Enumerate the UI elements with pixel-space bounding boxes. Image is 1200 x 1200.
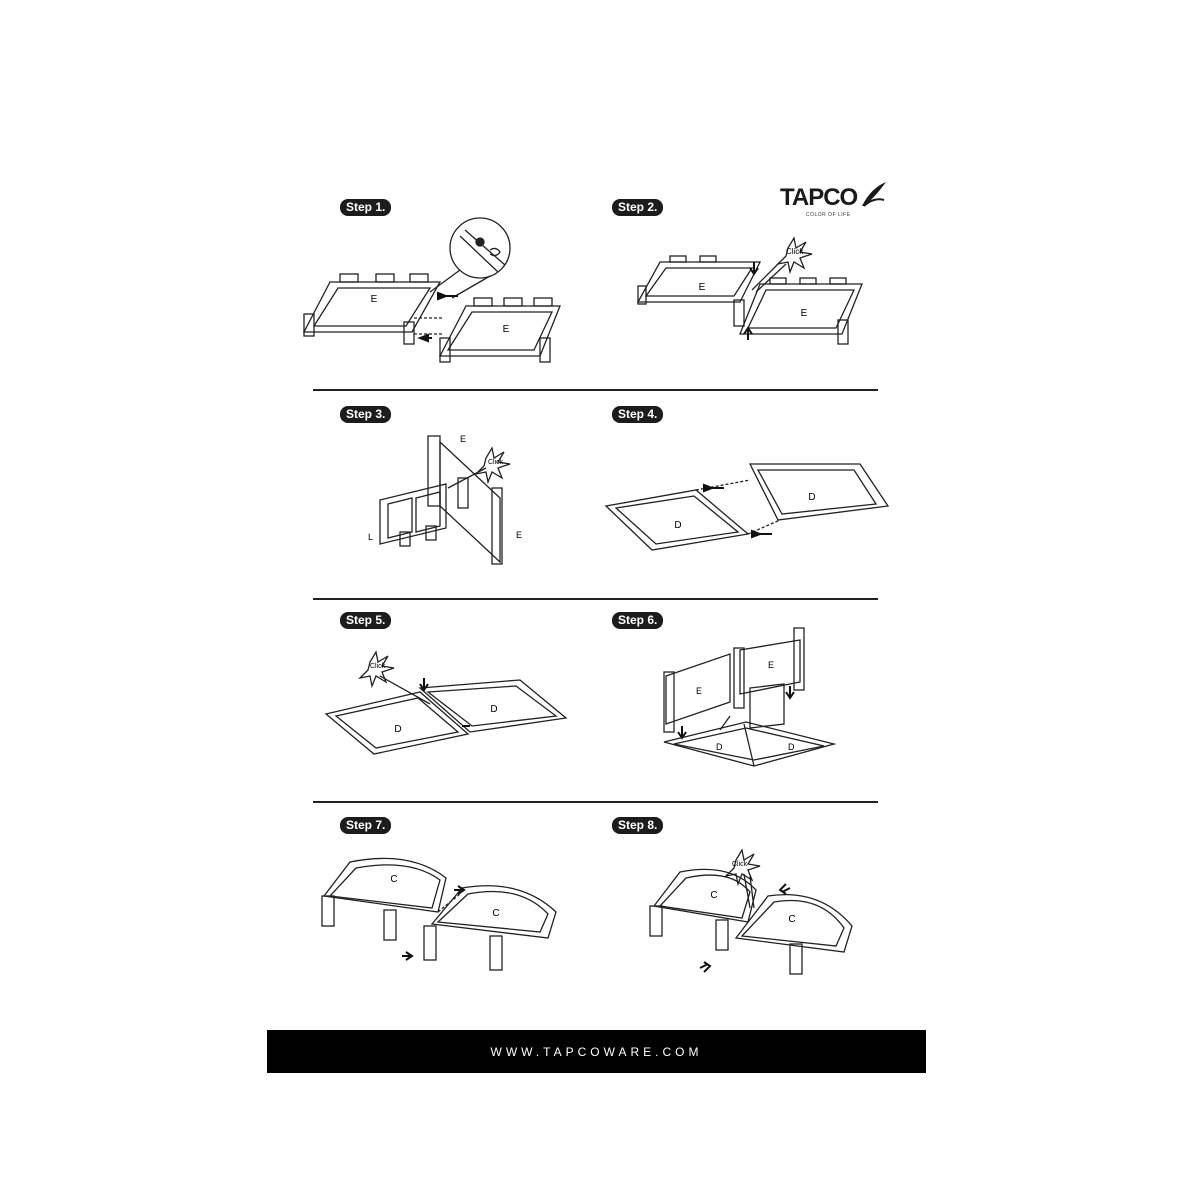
step-1-label: Step 1. — [340, 199, 391, 216]
click-callout: Click — [732, 861, 748, 868]
row-divider — [313, 598, 878, 600]
row-divider — [313, 801, 878, 803]
website-link[interactable]: WWW.TAPCOWARE.COM — [490, 1044, 703, 1059]
part-label: D — [716, 742, 723, 752]
step-6-illustration — [660, 626, 840, 786]
step-7-illustration — [310, 852, 570, 970]
part-label: E — [370, 294, 378, 305]
part-label: C — [492, 908, 500, 919]
step-1-illustration — [300, 210, 590, 375]
step-4-illustration — [600, 458, 890, 568]
step-7-label: Step 7. — [340, 817, 391, 834]
part-label: L — [368, 532, 374, 542]
part-label: C — [710, 890, 718, 901]
click-callout: Click — [488, 459, 504, 466]
row-divider — [313, 389, 878, 391]
part-label: C — [788, 914, 796, 925]
click-callout: Click — [786, 247, 804, 256]
part-label: E — [800, 308, 808, 319]
step-2-label: Step 2. — [612, 199, 663, 216]
logo-wordmark: TAPCO — [780, 184, 858, 211]
part-label: E — [768, 660, 775, 670]
click-callout: Click — [370, 663, 386, 670]
part-label: E — [502, 324, 510, 335]
step-4-label: Step 4. — [612, 406, 663, 423]
part-label: E — [698, 282, 706, 293]
step-2-illustration — [630, 240, 870, 370]
step-5-illustration — [320, 654, 570, 764]
part-label: E — [516, 530, 523, 540]
part-label: D — [674, 520, 682, 531]
part-label: E — [696, 686, 703, 696]
part-label: D — [808, 492, 816, 503]
step-8-illustration — [640, 848, 860, 976]
step-6-label: Step 6. — [612, 612, 663, 629]
part-label: C — [390, 874, 398, 885]
step-5-label: Step 5. — [340, 612, 391, 629]
logo-tagline: COLOR OF LIFE — [806, 212, 851, 218]
leaf-icon — [858, 180, 888, 210]
part-label: E — [460, 434, 467, 444]
part-label: D — [394, 724, 402, 735]
part-label: D — [490, 704, 498, 715]
step-8-label: Step 8. — [612, 817, 663, 834]
tapco-logo — [780, 180, 890, 230]
step-3-illustration — [360, 428, 560, 568]
footer-bar — [267, 1030, 926, 1073]
step-3-label: Step 3. — [340, 406, 391, 423]
part-label: D — [788, 742, 795, 752]
